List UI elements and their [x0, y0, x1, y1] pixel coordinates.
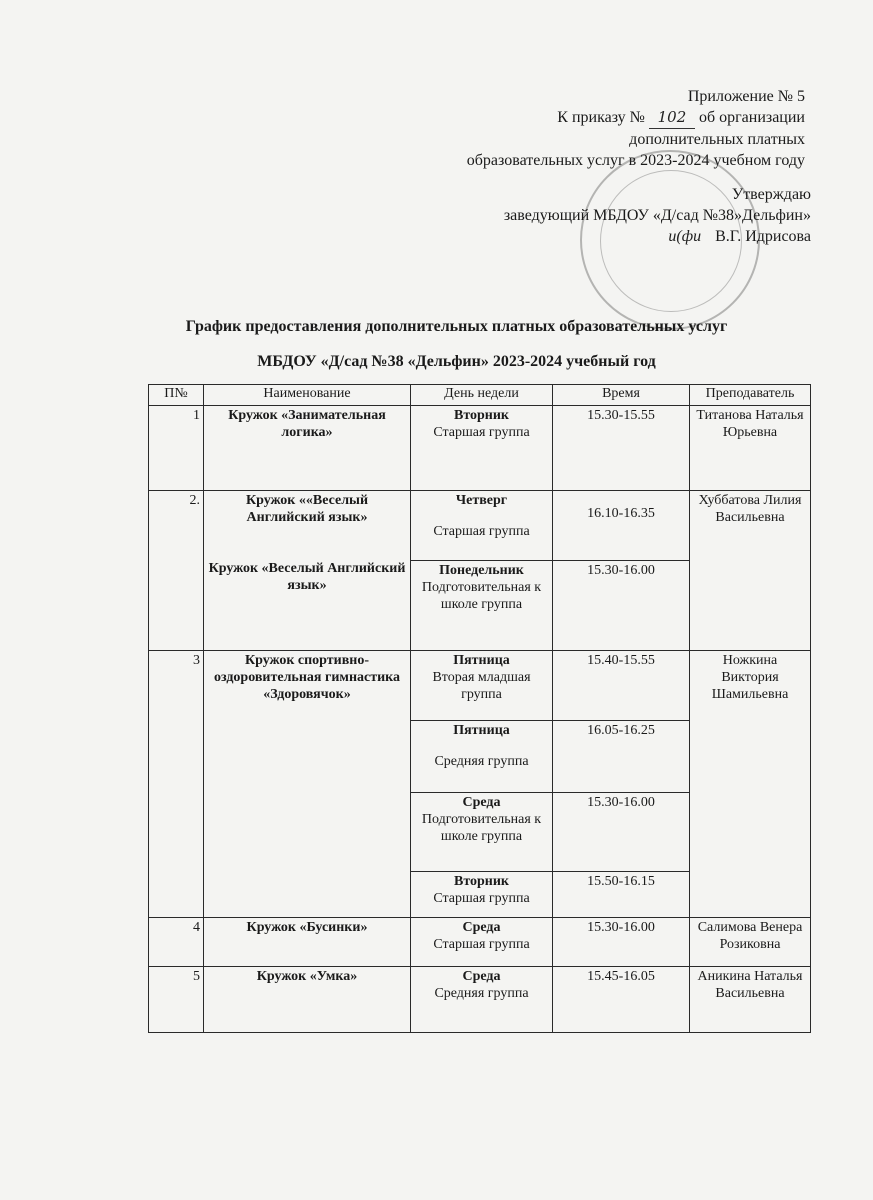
time-cell: 16.10-16.35 — [553, 491, 690, 561]
table-header-row — [149, 385, 811, 406]
age-group: Вторая младшая группа — [432, 670, 531, 702]
header-cell: День недели — [411, 385, 553, 406]
schedule-table — [148, 384, 811, 1033]
service-name: Кружок «Веселый Английский язык» — [208, 561, 406, 593]
service-name: Кружок спортивно-оздоровительная гимнастика «Здоровячок» — [204, 651, 411, 918]
age-group: Старшая группа — [433, 524, 530, 539]
weekday: Пятница — [453, 653, 510, 668]
table-row — [149, 651, 811, 721]
service-name-cell — [204, 491, 411, 651]
day-cell — [411, 872, 553, 918]
row-number: 2. — [149, 491, 204, 651]
service-name: Кружок ««Веселый Английский язык» — [245, 493, 369, 525]
header-cell: Наименование — [204, 385, 411, 406]
schedule-title: График предоставления дополнительных платных образовательных услуг — [185, 318, 728, 335]
teacher-cell: Ножкина Виктория Шамильевна — [690, 651, 811, 918]
day-cell — [411, 918, 553, 967]
signer-name: В.Г. Идрисова — [715, 228, 811, 245]
time-cell: 16.05-16.25 — [553, 721, 690, 793]
service-name: Кружок «Бусинки» — [204, 918, 411, 967]
weekday: Пятница — [453, 723, 510, 738]
time-cell: 15.45-16.05 — [553, 967, 690, 1033]
header-cell: Время — [553, 385, 690, 406]
header-cell: Преподаватель — [690, 385, 811, 406]
day-cell — [411, 491, 553, 561]
header-line-4: образовательных услуг в 2023-2024 учебном году — [466, 152, 805, 169]
table-row — [149, 918, 811, 967]
day-cell — [411, 561, 553, 651]
signer-line — [504, 226, 811, 247]
time-cell: 15.30-15.55 — [553, 406, 690, 491]
time-cell: 15.50-16.15 — [553, 872, 690, 918]
teacher-cell: Титанова Наталья Юрьевна — [690, 406, 811, 491]
age-group: Старшая группа — [433, 891, 530, 906]
weekday: Понедельник — [439, 563, 524, 578]
time-cell: 15.40-15.55 — [553, 651, 690, 721]
order-prefix: К приказу № — [557, 109, 645, 126]
row-number: 3 — [149, 651, 204, 918]
weekday: Вторник — [453, 874, 509, 889]
service-name: Кружок «Занимательная логика» — [204, 406, 411, 491]
day-cell — [411, 967, 553, 1033]
weekday: Четверг — [455, 493, 508, 508]
approver-position: заведующий МБДОУ «Д/сад №38»Дельфин» — [503, 207, 811, 224]
time-cell: 15.30-16.00 — [553, 793, 690, 872]
time-cell: 15.30-16.00 — [553, 918, 690, 967]
order-number: 102 — [649, 107, 695, 129]
order-line — [467, 107, 805, 129]
schedule-subtitle: МБДОУ «Д/сад №38 «Дельфин» 2023-2024 учебный год — [257, 353, 656, 370]
table-row — [149, 406, 811, 491]
age-group: Старшая группа — [433, 425, 530, 440]
age-group: Подготовительная к школе группа — [421, 812, 542, 844]
order-suffix: об организации — [698, 109, 805, 126]
weekday: Вторник — [453, 408, 509, 423]
time-cell: 15.30-16.00 — [553, 561, 690, 651]
day-cell — [411, 406, 553, 491]
weekday: Среда — [462, 969, 501, 984]
signature: и(фи — [668, 228, 702, 245]
teacher-cell: Аникина Наталья Васильевна — [690, 967, 811, 1033]
weekday: Среда — [462, 795, 501, 810]
header-cell: П№ — [149, 385, 204, 406]
age-group: Старшая группа — [433, 937, 530, 952]
row-number: 5 — [149, 967, 204, 1033]
row-number: 4 — [149, 918, 204, 967]
service-name: Кружок «Умка» — [204, 967, 411, 1033]
approval-block — [504, 184, 811, 247]
row-number: 1 — [149, 406, 204, 491]
age-group: Средняя группа — [434, 754, 529, 769]
table-row — [149, 491, 811, 561]
approve-label: Утверждаю — [731, 186, 811, 203]
table-row — [149, 967, 811, 1033]
age-group: Подготовительная к школе группа — [421, 580, 542, 612]
header-line-3: дополнительных платных — [629, 131, 805, 148]
day-cell — [411, 793, 553, 872]
day-cell — [411, 651, 553, 721]
teacher-cell: Хуббатова Лилия Васильевна — [690, 491, 811, 651]
appendix-label: Приложение № 5 — [687, 88, 805, 105]
day-cell — [411, 721, 553, 793]
weekday: Среда — [462, 920, 501, 935]
teacher-cell: Салимова Венера Розиковна — [690, 918, 811, 967]
age-group: Средняя группа — [434, 986, 529, 1001]
